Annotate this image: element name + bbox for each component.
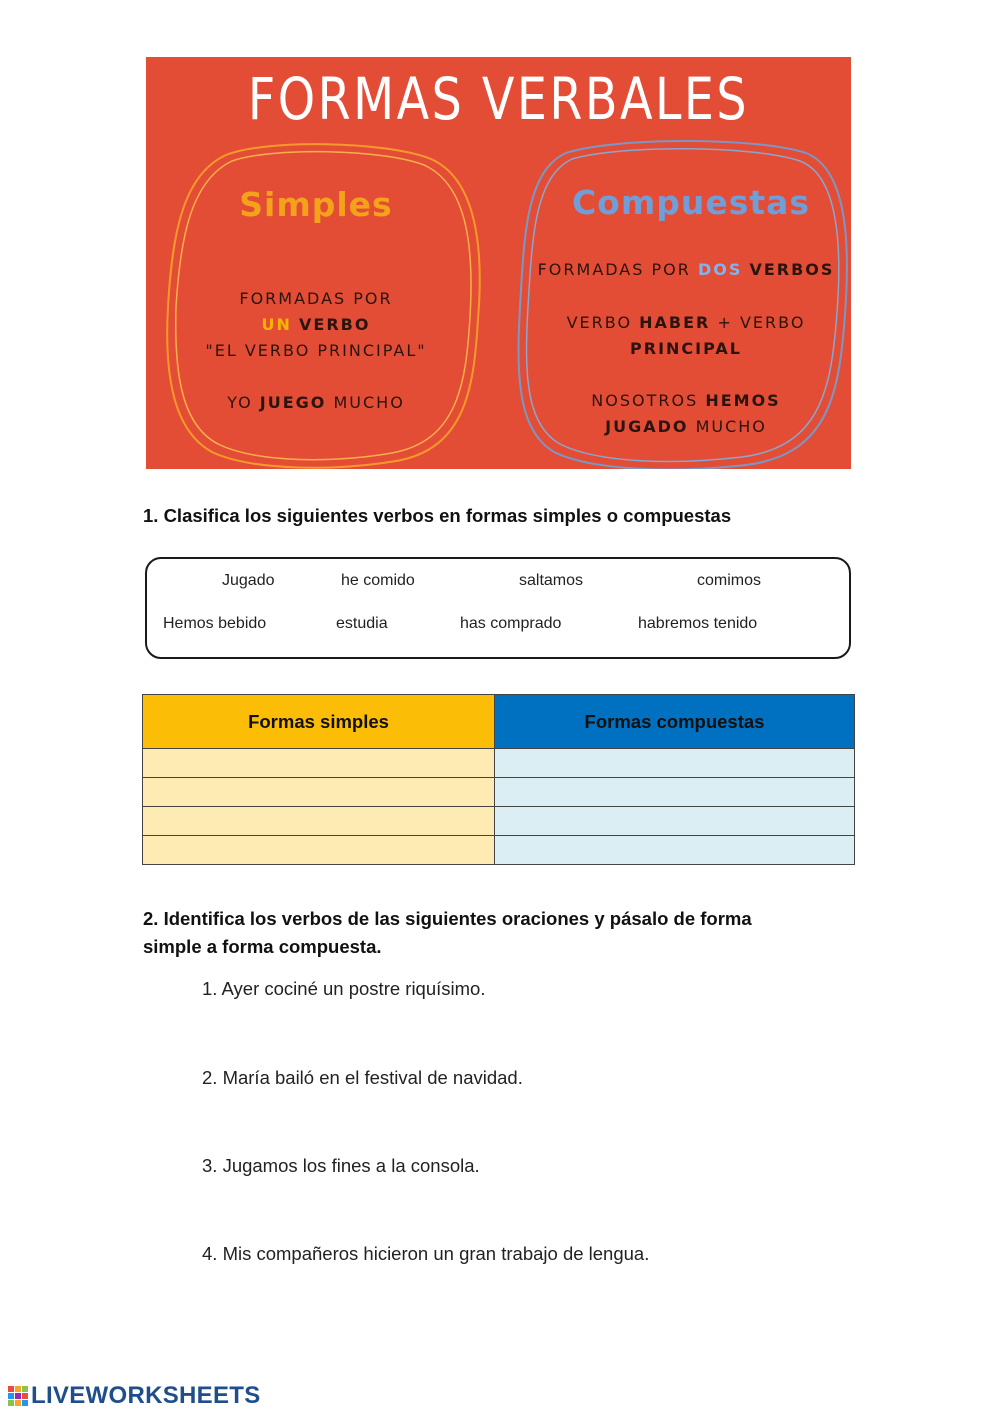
word-bank	[145, 557, 851, 659]
compuestas-drop-cell[interactable]	[495, 778, 855, 807]
word-item[interactable]: saltamos	[519, 572, 584, 589]
compuestas-line-3: PRINCIPAL	[630, 339, 742, 358]
question-2	[143, 905, 752, 961]
table-row	[143, 749, 855, 778]
question-2-line-2: simple a forma compuesta.	[143, 936, 382, 957]
logo-text: LIVEWORKSHEETS	[31, 1382, 261, 1409]
compuestas-heading: Compuestas	[571, 183, 811, 222]
compuestas-drop-cell[interactable]	[495, 807, 855, 836]
logo-grid-icon	[8, 1386, 28, 1406]
table-row	[143, 836, 855, 865]
simples-drop-cell[interactable]	[143, 778, 495, 807]
simples-drop-cell[interactable]	[143, 807, 495, 836]
word-item[interactable]: estudia	[336, 615, 388, 632]
table-header-row	[143, 695, 855, 749]
simples-line-1: FORMADAS POR	[239, 289, 393, 308]
simples-description	[186, 286, 446, 364]
compuestas-drop-cell[interactable]	[495, 836, 855, 865]
question-2-line-1: 2. Identifica los verbos de las siguientes oraciones y pásalo de forma	[143, 908, 752, 929]
simples-example: YO JUEGO MUCHO	[227, 393, 405, 412]
classification-table	[142, 694, 855, 865]
sentence-2: 2. María bailó en el festival de navidad.	[202, 1067, 523, 1088]
simples-heading: Simples	[239, 185, 393, 224]
sentence-3: 3. Jugamos los fines a la consola.	[202, 1155, 480, 1176]
word-item[interactable]: he comido	[341, 572, 415, 589]
compuestas-description	[531, 310, 841, 362]
header-formas-compuestas: Formas compuestas	[495, 695, 855, 749]
sentence-1: 1. Ayer cociné un postre riquísimo.	[202, 978, 486, 999]
header-formas-simples: Formas simples	[143, 695, 495, 749]
simples-drop-cell[interactable]	[143, 749, 495, 778]
table-row	[143, 778, 855, 807]
question-1: 1. Clasifica los siguientes verbos en formas simples o compuestas	[143, 505, 732, 526]
compuestas-line-2: VERBO HABER + VERBO	[566, 313, 806, 332]
compuestas-example: NOSOTROS HEMOS JUGADO MUCHO	[591, 391, 781, 436]
word-item[interactable]: has comprado	[460, 615, 562, 632]
simples-line-3: "EL VERBO PRINCIPAL"	[205, 341, 427, 360]
infographic-banner	[146, 57, 851, 469]
compuestas-line-1: FORMADAS POR DOS VERBOS	[537, 260, 835, 279]
word-item[interactable]: Jugado	[222, 572, 275, 589]
compuestas-drop-cell[interactable]	[495, 749, 855, 778]
table-row	[143, 807, 855, 836]
simples-drop-cell[interactable]	[143, 836, 495, 865]
liveworksheets-logo	[8, 1383, 261, 1409]
banner-title: FORMAS VERBALES	[247, 65, 750, 133]
word-item[interactable]: comimos	[697, 572, 762, 589]
word-item[interactable]: habremos tenido	[638, 615, 758, 632]
sentence-4: 4. Mis compañeros hicieron un gran trabajo de lengua.	[202, 1243, 650, 1264]
simples-line-2: UN VERBO	[261, 315, 371, 334]
word-item[interactable]: Hemos bebido	[163, 615, 267, 632]
